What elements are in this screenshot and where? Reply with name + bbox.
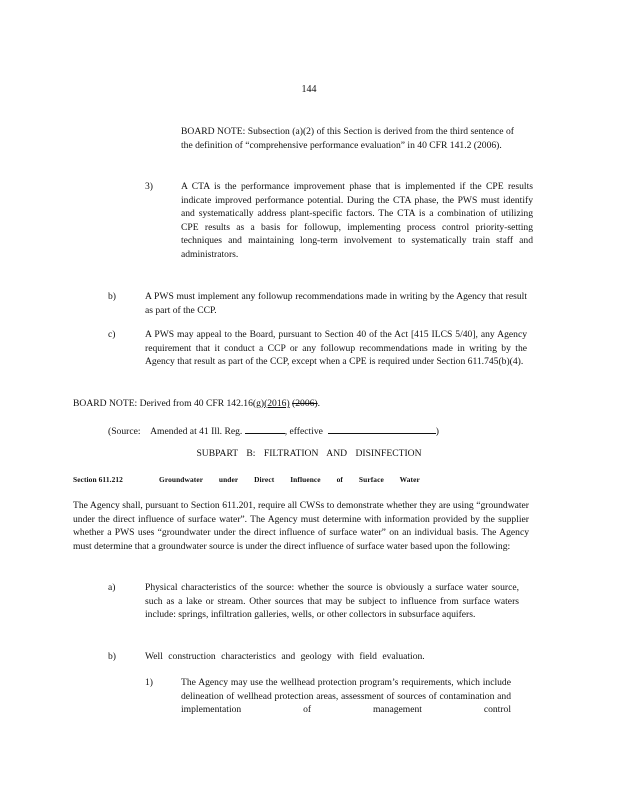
source-open: (Source:: [108, 426, 141, 437]
sec-a-text: Physical characteristics of the source: whether the source is obviously a surface water source, such as a lake or stream. Other sources that may be subject to influence from surface waters include: springs, infiltration galleries, wells, or other collectors in subsurface aquifers.: [145, 582, 519, 621]
sec-b1-label: 1): [145, 677, 153, 688]
item-c-text: A PWS may appeal to the Board, pursuant to Section 40 of the Act [415 ILCS 5/40], any Agency requirement that it conduct a CCP or any followup recommendations made in writing by the Agency that result as part of the CCP, except when a CPE is required under Section 611.745(b)(4).: [145, 329, 527, 368]
source-effective: , effective: [284, 426, 323, 437]
sec-b-label: b): [108, 651, 116, 662]
board-note-end: .: [317, 398, 321, 409]
sec-b1-text: The Agency may use the wellhead protection program’s requirements, which include delineation of wellhead protection areas, assessment of sources of contamination and implementation of management control: [181, 677, 511, 716]
item-3-label: 3): [145, 181, 153, 192]
page-number: 144: [301, 84, 317, 95]
source-line: [108, 423, 439, 439]
board-note-subsection: BOARD NOTE: Subsection (a)(2) of this Section is derived from the third sentence of the definition of “comprehensive performance evaluation” in 40 CFR 141.2 (2006).: [181, 126, 514, 151]
board-note-derived-text: BOARD NOTE: Derived from 40 CFR 142.16(g): [73, 398, 265, 409]
deleted-year: (2006): [292, 398, 318, 409]
item-c-label: c): [108, 329, 116, 340]
section-number: Section 611.212: [73, 475, 123, 484]
section-title: Groundwater under Direct Influence of Surface Water: [159, 475, 420, 484]
subpart-heading: SUBPART B: FILTRATION AND DISINFECTION: [196, 448, 422, 459]
item-3-text: A CTA is the performance improvement phase that is implemented if the CPE results indicate improved performance potential. During the CTA phase, the PWS must identify and systematically address plant-specific factors. The CTA is a combination of utilizing CPE results as a basis for followup, implementing process control priority-setting techniques and maintaining long-term involvement to systematically train staff and administrators.: [181, 181, 533, 260]
item-b-text: A PWS must implement any followup recommendations made in writing by the Agency that result as part of the CCP.: [145, 291, 527, 316]
board-note-derived: [73, 397, 320, 411]
effective-blank: [328, 423, 436, 434]
sec-b-text: Well construction characteristics and geology with field evaluation.: [145, 651, 425, 662]
source-close: ): [435, 426, 439, 437]
item-b-label: b): [108, 291, 116, 302]
reg-blank: [245, 423, 285, 434]
inserted-year: (2016): [264, 398, 290, 409]
intro-paragraph: The Agency shall, pursuant to Section 611.201, require all CWSs to demonstrate whether they are using “groundwater under the direct influence of surface water”. The Agency must determine with information provided by the supplier whether a PWS uses “groundwater under the direct influence of surface water” on an individual basis. The Agency must determine that a groundwater source is under the direct influence of surface water based upon the following:: [73, 500, 529, 552]
sec-a-label: a): [108, 582, 116, 593]
source-amended: Amended at 41 Ill. Reg.: [150, 426, 243, 437]
